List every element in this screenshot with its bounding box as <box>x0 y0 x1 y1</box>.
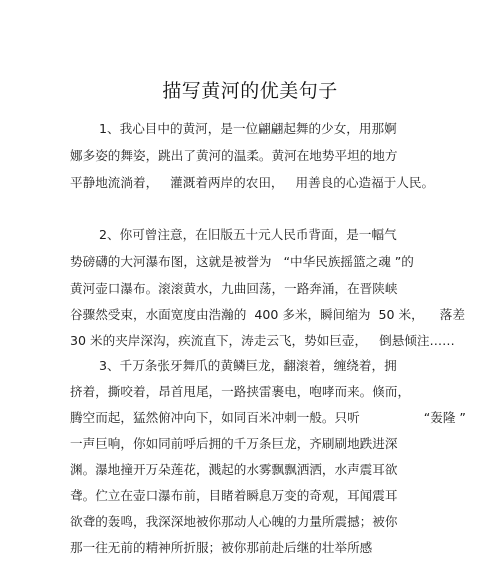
paragraph-line: 挤着，撕咬着，昂首甩尾，一路挟雷裹电，咆哮而来。倏而， <box>70 384 411 399</box>
paragraph-line: 1、我心目中的黄河，是一位翩翩起舞的少女，用那婀 <box>99 121 397 136</box>
paragraph-line: 一声巨响，你如同前呼后拥的千万条巨龙，齐刷刷地跌进深 <box>70 436 398 451</box>
paragraph-line: 黄河壶口瀑布。滚滚黄水，九曲回荡，一路奔涌，在晋陕峡 <box>70 281 398 296</box>
paragraph-line: 那一往无前的精神所折服；被你那前赴后继的壮举所感 <box>70 540 373 555</box>
paragraph-line: 娜多姿的舞姿，跳出了黄河的温柔。黄河在地势平坦的地方 <box>70 148 398 163</box>
paragraph-line: 渊。瀑地撞开万朵莲花，溅起的水雾飘飘洒洒，水声震耳欲 <box>70 462 398 477</box>
paragraph-line: 3、千万条张牙舞爪的黄鳞巨龙，翻滚着，缠绕着，拥 <box>99 358 397 373</box>
paragraph-line: 欲聋的轰鸣，我深深地被你那动人心魄的力量所震撼；被你 <box>70 514 398 529</box>
document-title: 描写黄河的优美句子 <box>162 80 338 102</box>
paragraph-line: 聋。伫立在壶口瀑布前，目睹着瞬息万变的奇观，耳闻震耳 <box>70 488 398 503</box>
paragraph-line: 30 米的夹岸深沟，疾流直下，涛走云飞，势如巨壶， 倒悬倾注…… <box>70 333 455 348</box>
paragraph-line: 平静地流淌着， 灌溉着两岸的农田， 用善良的心造福于人民。 <box>70 175 435 190</box>
paragraph-line: 势磅礴的大河瀑布图，这就是被誉为 “中华民族摇篮之魂 ”的 <box>70 254 414 269</box>
paragraph-line: 腾空而起，猛然俯冲向下，如同百米冲刺一般。只听 “轰隆 ” <box>70 410 466 425</box>
paragraph-line: 谷骤然受束，水面宽度由浩瀚的 400 多米，瞬间缩为 50 米， 落差 <box>70 307 465 322</box>
paragraph-line: 2、你可曾注意，在旧版五十元人民币背面，是一幅气 <box>99 227 397 242</box>
